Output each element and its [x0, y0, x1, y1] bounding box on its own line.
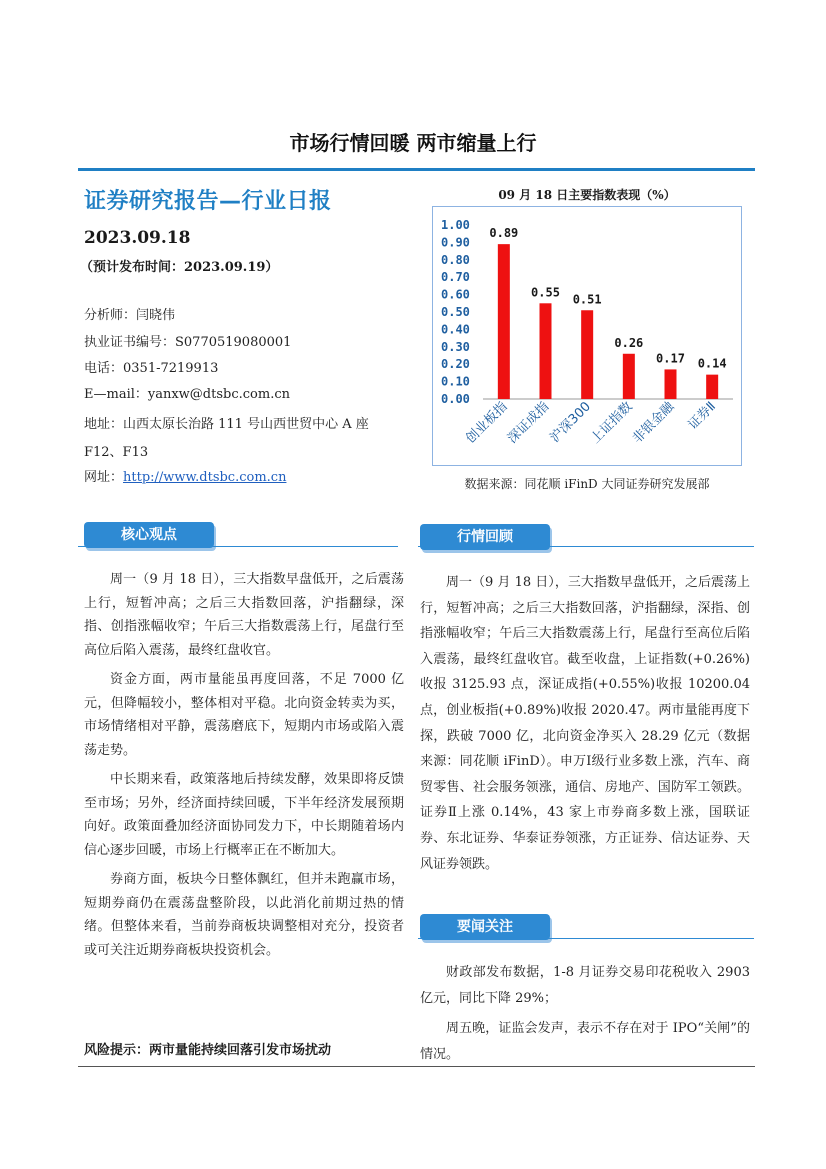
email-address: E—mail：yanxw@dtsbc.com.cn [84, 387, 290, 402]
certificate-number: 执业证书编号：S0770519080001 [84, 335, 292, 350]
bar [706, 375, 718, 399]
x-tick-label: 创业板指 [463, 399, 511, 447]
bar-value-label: 0.89 [489, 226, 519, 241]
chart-frame [432, 206, 742, 466]
bar [498, 244, 510, 399]
bar [581, 310, 593, 399]
y-tick-label: 0.30 [441, 339, 470, 354]
y-tick-label: 0.40 [441, 322, 470, 337]
x-tick-label: 证券Ⅱ [685, 399, 719, 433]
analyst-name: 分析师：闫晓伟 [84, 308, 176, 323]
section-divider [418, 546, 754, 547]
website-link[interactable]: http://www.dtsbc.com.cn [123, 470, 287, 485]
website-label: 网址： [84, 470, 124, 485]
x-tick-label: 沪深300 [547, 399, 594, 446]
core-view-paragraph: 周一（9 月 18 日），三大指数早盘低开，之后震荡上行，短暂冲高；之后三大指数回落，沪指翻绿，深指、创指涨幅收窄；午后三大指数震荡上行，尾盘行至高位后陷入震荡，最终红盘收官。 [84, 572, 404, 658]
y-tick-label: 0.50 [441, 305, 470, 319]
y-tick-label: 1.00 [441, 218, 470, 232]
bar-value-label: 0.51 [572, 292, 602, 307]
section-label-market-review: 行情回顾 [420, 524, 550, 550]
core-view-paragraph: 券商方面，板块今日整体飘红，但并未跑赢市场，短期券商仍在震荡盘整阶段，以此消化前期过热的情绪。但整体来看，当前券商板块调整相对充分，投资者或可关注近期券商板块投资机会。 [84, 872, 404, 958]
bar-value-label: 0.55 [531, 285, 560, 300]
news-item: 财政部发布数据，1-8 月证券交易印花税收入 2903 亿元，同比下降 29%； [420, 965, 750, 1006]
chart-title: 09 月 18 日主要指数表现（%） [498, 188, 676, 202]
y-tick-label: 0.20 [441, 357, 470, 372]
address-line-2: F12、F13 [84, 445, 149, 460]
bar-value-label: 0.26 [614, 335, 644, 350]
bottom-divider [78, 1066, 755, 1067]
x-tick-label: 深证成指 [504, 399, 553, 447]
section-label-news: 要闻关注 [420, 914, 550, 940]
publish-time: （预计发布时间：2023.09.19） [80, 260, 279, 275]
bar [623, 354, 635, 399]
report-type-heading: 证券研究报告—行业日报 [84, 189, 332, 214]
y-tick-label: 0.00 [441, 392, 470, 406]
chart-source: 数据来源：同花顺 iFinD 大同证券研究发展部 [464, 477, 710, 491]
top-divider [78, 168, 755, 171]
news-body [420, 960, 750, 1068]
core-view-paragraph: 资金方面，两市量能虽再度回落，不足 7000 亿元，但降幅较小，整体相对平稳。北向资金转卖为买，市场情绪相对平静，震荡磨底下，短期内市场或陷入震荡走势。 [84, 672, 404, 758]
bar [665, 369, 677, 399]
bar-value-label: 0.14 [697, 356, 727, 371]
section-divider [78, 546, 398, 547]
market-review-paragraph: 周一（9 月 18 日），三大指数早盘低开，之后震荡上行，短暂冲高；之后三大指数回落，沪指翻绿，深指、创指涨幅收窄；午后三大指数震荡上行，尾盘行至高位后陷入震荡，最终红盘收官。截至收盘，上证指数(+0.26%)收报 3125.93 点，深证成指(+0.55%)收报 10200.04 点，创业板指(+0.89%)收报 2020.47。两市量能再度下探，跌破 7000 亿，北向资金净买入 28.29 亿元（数据来源：同花顺 iFinD）。申万Ⅰ级行业多数上涨，汽车、商贸零售、社会服务领涨，通信、房地产、国防军工领跌。证券Ⅱ上涨 0.14%，43 家上市券商多数上涨，国联证券、东北证券、华泰证券领涨，方正证券、信达证券、天风证券领跌。 [420, 575, 750, 872]
core-view-paragraph: 中长期来看，政策落地后持续发酵，效果即将反馈至市场；另外，经济面持续回暖，下半年经济发展预期向好。政策面叠加经济面协同发力下，中长期随着场内信心逐步回暖，市场上行概率正在不断加大。 [84, 772, 404, 858]
y-tick-label: 0.10 [441, 374, 470, 389]
x-tick-label: 上证指数 [588, 399, 636, 447]
website-row [84, 466, 286, 485]
risk-warning: 风险提示：两市量能持续回落引发市场扰动 [84, 1043, 332, 1058]
bar [540, 303, 552, 399]
phone-number: 电话：0351-7219913 [84, 361, 219, 376]
market-review-body [420, 570, 750, 877]
y-tick-label: 0.70 [441, 270, 470, 285]
bar-value-label: 0.17 [656, 351, 685, 366]
y-tick-label: 0.60 [441, 287, 470, 302]
news-item: 周五晚，证监会发声，表示不存在对于 IPO“关闸”的情况。 [420, 1021, 750, 1062]
page-title: 市场行情回暖 两市缩量上行 [289, 131, 537, 155]
section-label-core-view: 核心观点 [84, 522, 214, 548]
index-performance-chart [433, 207, 741, 465]
core-view-body [84, 568, 404, 962]
y-tick-label: 0.80 [441, 252, 470, 267]
report-date: 2023.09.18 [84, 228, 191, 248]
section-divider [418, 938, 754, 939]
y-tick-label: 0.90 [441, 235, 470, 250]
address-line-1: 地址：山西太原长治路 111 号山西世贸中心 A 座 [84, 417, 369, 432]
x-tick-label: 非银金融 [629, 399, 678, 447]
